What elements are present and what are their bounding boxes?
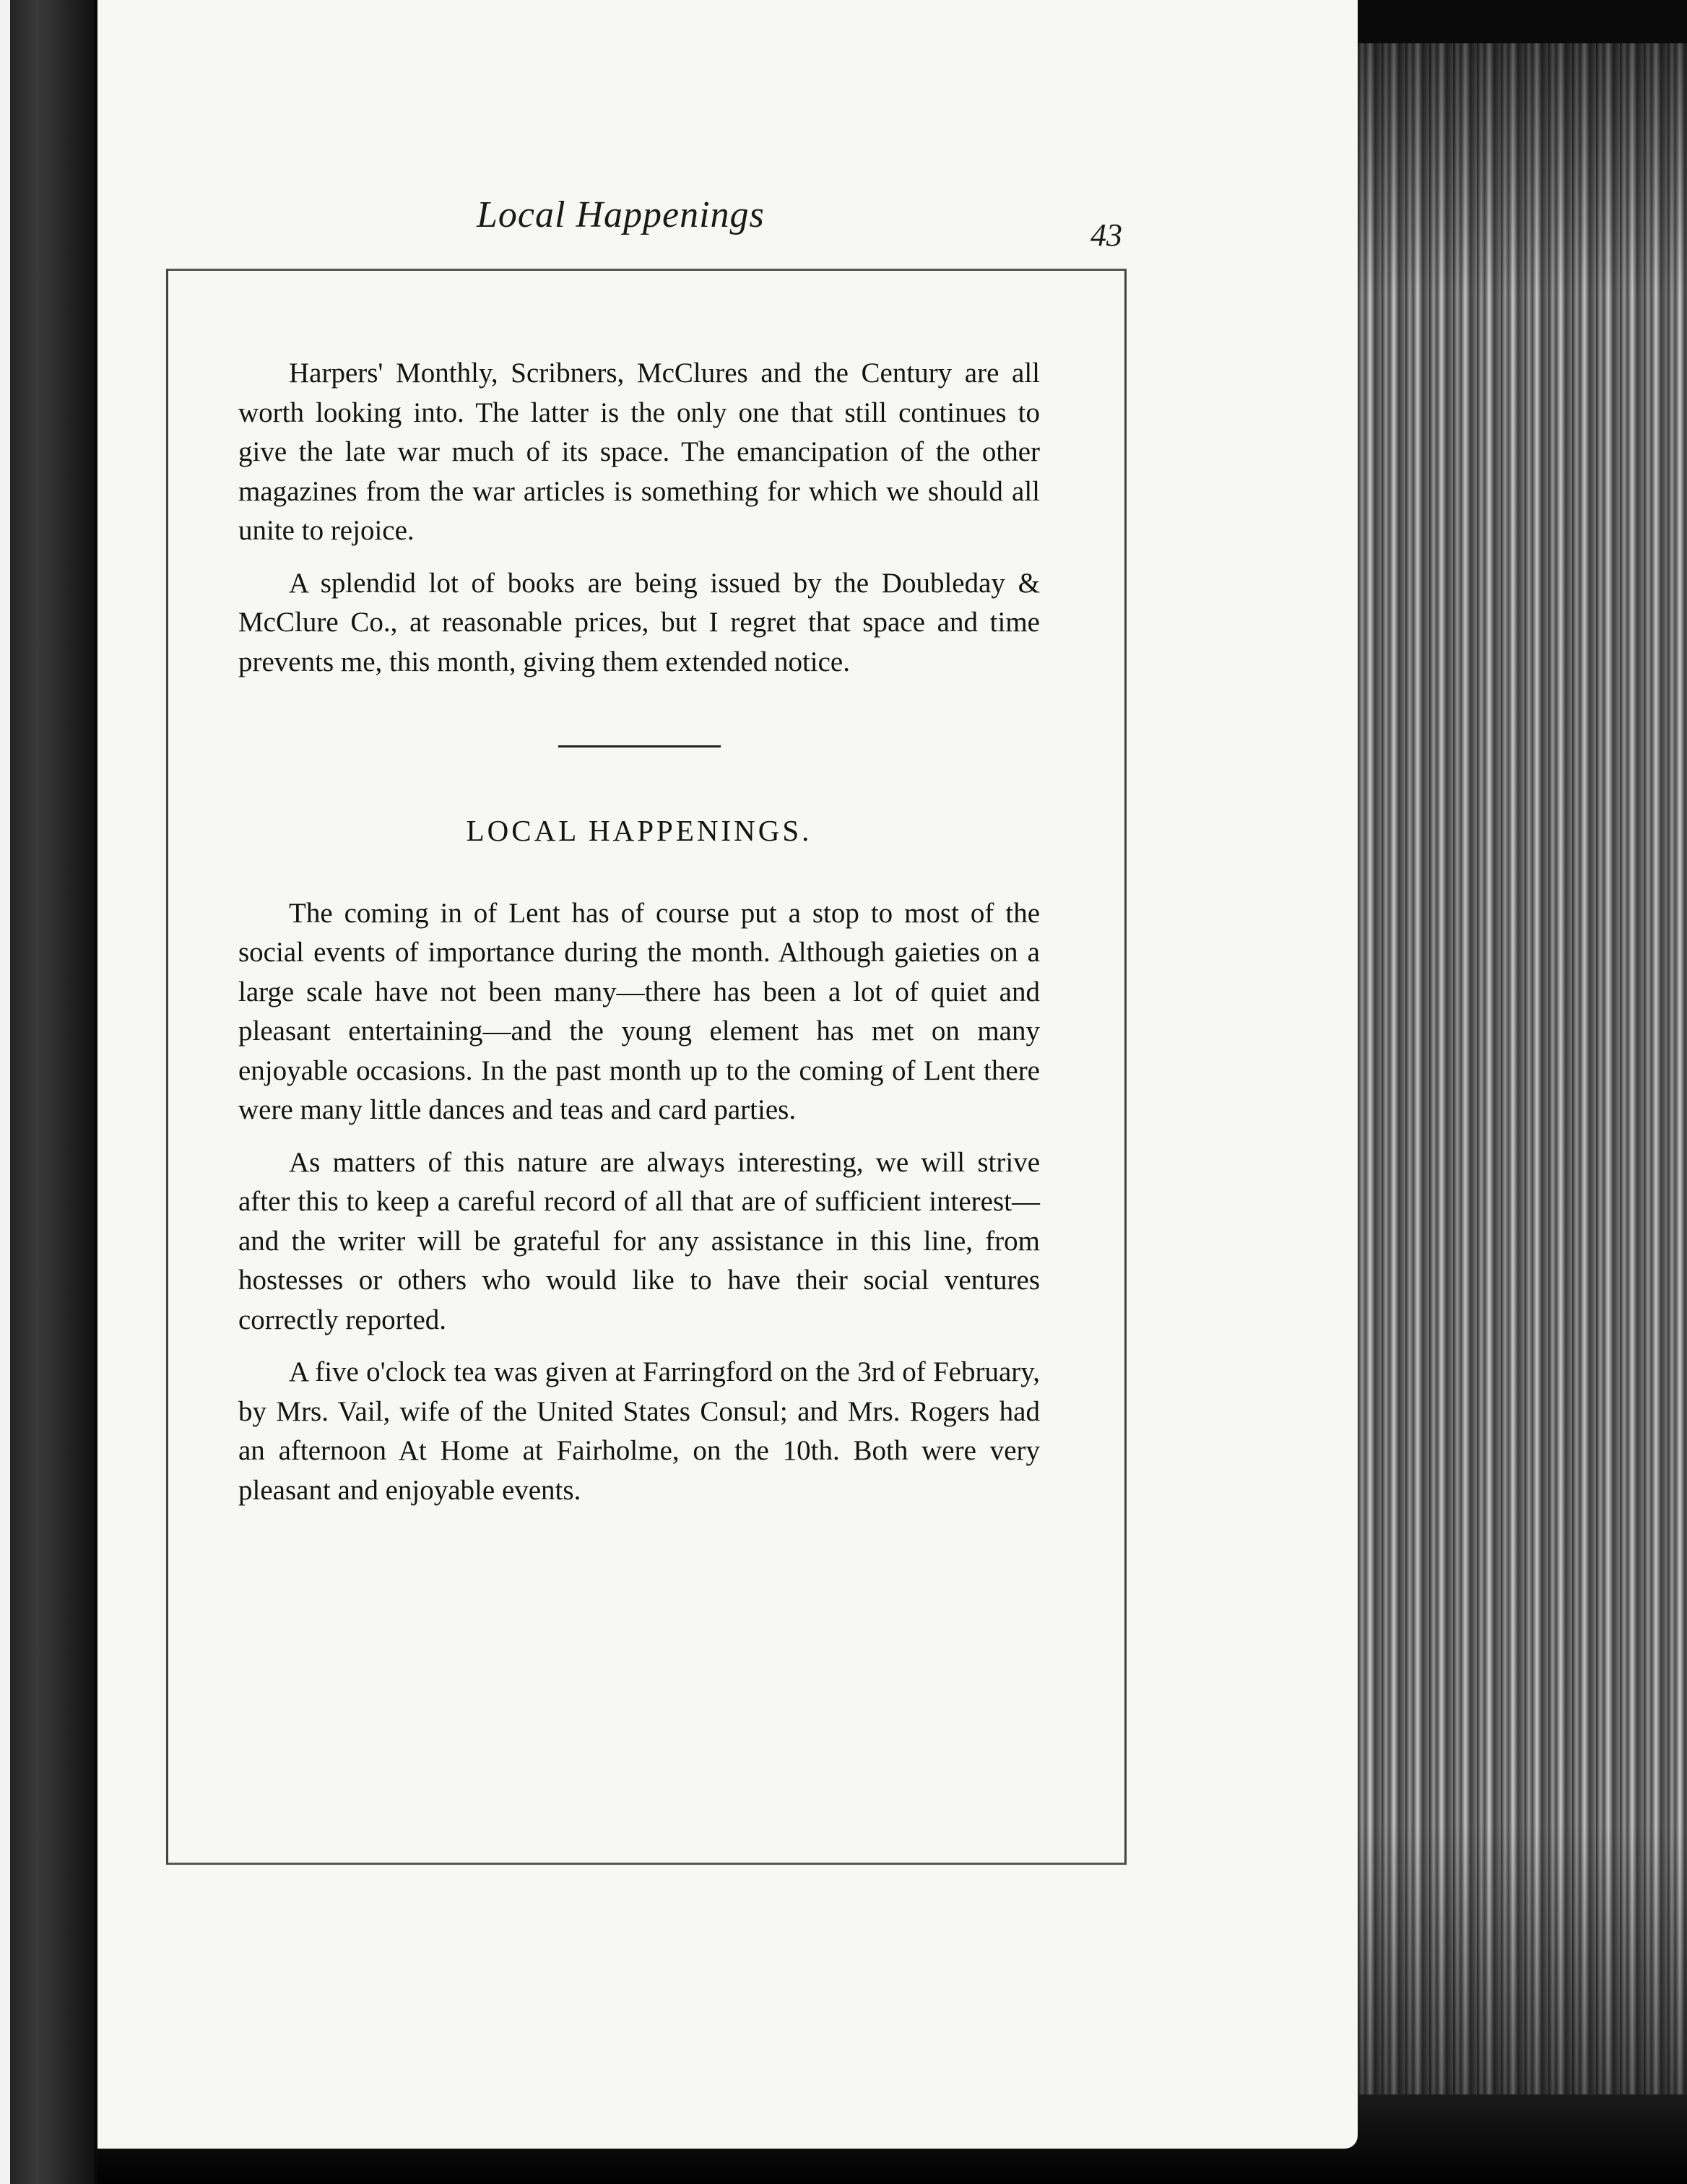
book-fore-edge bbox=[1358, 43, 1687, 2138]
page-number: 43 bbox=[1090, 217, 1122, 253]
section-divider bbox=[558, 745, 721, 748]
paragraph: A five o'clock tea was given at Farringford on the 3rd of February, by Mrs. Vail, wife of the United States Consul; and Mrs. Rogers had an afternoon At Home at Fairholme, on the 10th. Both were very pleasant and enjoyable events. bbox=[238, 1356, 1040, 1506]
running-head: Local Happenings bbox=[477, 194, 765, 235]
book-gutter-left bbox=[0, 0, 94, 2184]
paragraph: A splendid lot of books are being issued by the Doubleday & McClure Co., at reasonable prices, but I regret that space and time prevents me, this month, giving them extended notice. bbox=[238, 567, 1040, 677]
paragraph: As matters of this nature are always interesting, we will strive after this to keep a careful record of all that are of sufficient interest—and the writer will be grateful for any assistance in this line, from hostesses or others who would like to have their social ventures correctly reported. bbox=[238, 1146, 1040, 1335]
paragraph: Harpers' Monthly, Scribners, McClures and the Century are all worth looking into. The latter is the only one that still continues to give the late war much of its space. The emancipation of the other magazines from the war articles is something for which we should all unite to rejoice. bbox=[238, 358, 1040, 546]
section-heading: LOCAL HAPPENINGS. bbox=[466, 814, 812, 847]
paragraph: The coming in of Lent has of course put a stop to most of the social events of importance during the month. Although gaieties on a large scale have not been many—there has been a lot of quiet and pleasant entertaining—and the young element has met on many enjoyable occasions. In the past month up to the coming of Lent there were many little dances and teas and card parties. bbox=[238, 897, 1040, 1125]
page-body bbox=[238, 354, 1040, 1523]
scan-margin-strip bbox=[0, 0, 10, 2184]
